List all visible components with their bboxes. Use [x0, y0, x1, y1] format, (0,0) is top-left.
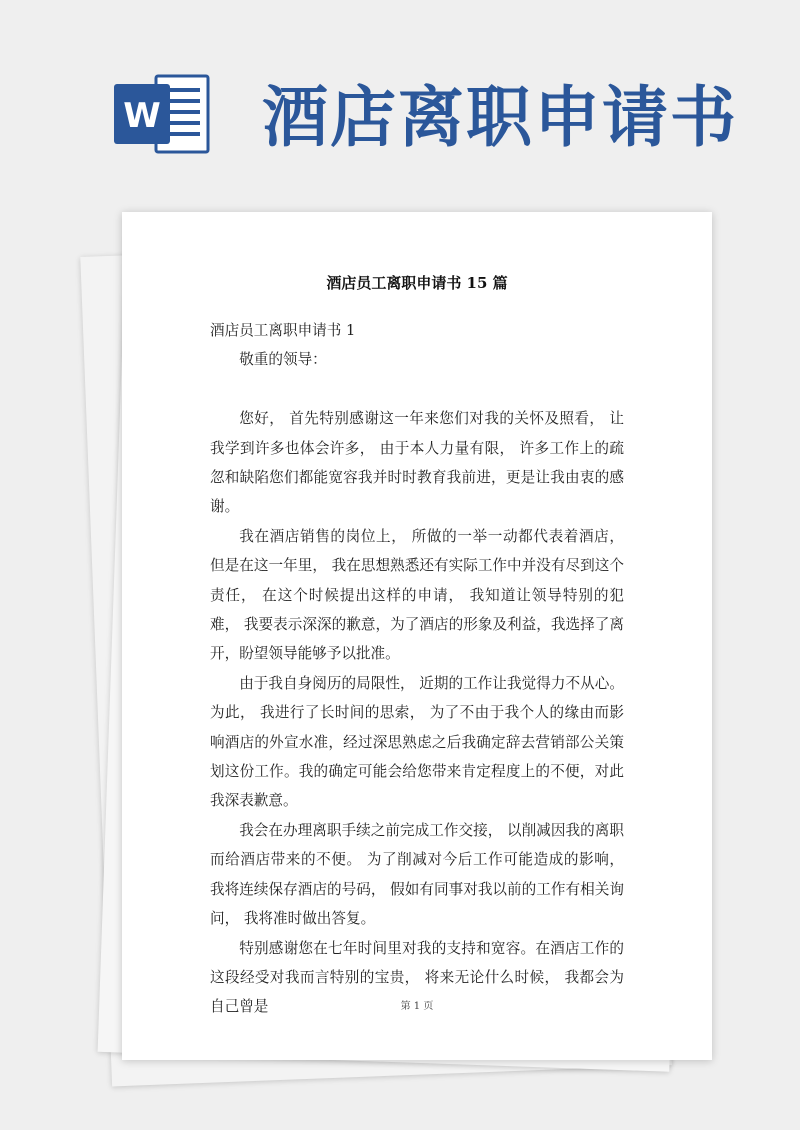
- document-title: 酒店员工离职申请书 15 篇: [326, 274, 508, 292]
- paragraph-handover: 我会在办理离职手续之前完成工作交接， 以削减因我的离职而给酒店带来的不便。 为了削减对今后工作可能造成的影响， 我将连续保存酒店的号码， 假如有同事对我以前的工作有相关询问， 我将准时做出答复。: [210, 821, 624, 928]
- paragraph-position: 我在酒店销售的岗位上， 所做的一举一动都代表着酒店， 但是在这一年里， 我在思想熟悉还有实际工作中并没有尽到这个责任， 在这个时候提出这样的申请， 我知道让领导特别的犯难， 我要表示深深的歉意，为了酒店的形象及利益，我选择了离开，盼望领导能够予以批准。: [210, 527, 624, 663]
- word-document-icon: [112, 72, 212, 156]
- paragraph-gratitude: 您好， 首先特别感谢这一年来您们对我的关怀及照看， 让我学到许多也体会许多， 由于本人力量有限， 许多工作上的疏忽和缺陷您们都能宽容我并时时教育我前进，更是让我由衷的感谢。: [210, 410, 624, 516]
- header-banner: [0, 0, 800, 200]
- banner-title: 酒店离职申请书: [262, 79, 738, 156]
- document-body: [210, 316, 624, 1022]
- paragraph-reason: 由于我自身阅历的局限性， 近期的工作让我觉得力不从心。 为此， 我进行了长时间的思索， 为了不由于我个人的缘由而影响酒店的外宣水准，经过深思熟虑之后我确定辞去营销部公关策划这份工作。我的确定可能会给您带来肯定程度上的不便，对此我深表歉意。: [210, 674, 624, 810]
- blank-line: [210, 375, 624, 404]
- letter-heading: 酒店员工离职申请书 1: [210, 322, 356, 339]
- page-number: 第 1 页: [400, 1001, 434, 1012]
- word-icon-letter: W: [123, 96, 161, 136]
- paragraph-thanks: 特别感谢您在七年时间里对我的支持和宽容。在酒店工作的这段经受对我而言特别的宝贵， 将来无论什么时候， 我都会为自己曾是: [210, 939, 624, 1016]
- document-page: [122, 212, 712, 1060]
- salutation: 敬重的领导：: [239, 351, 327, 369]
